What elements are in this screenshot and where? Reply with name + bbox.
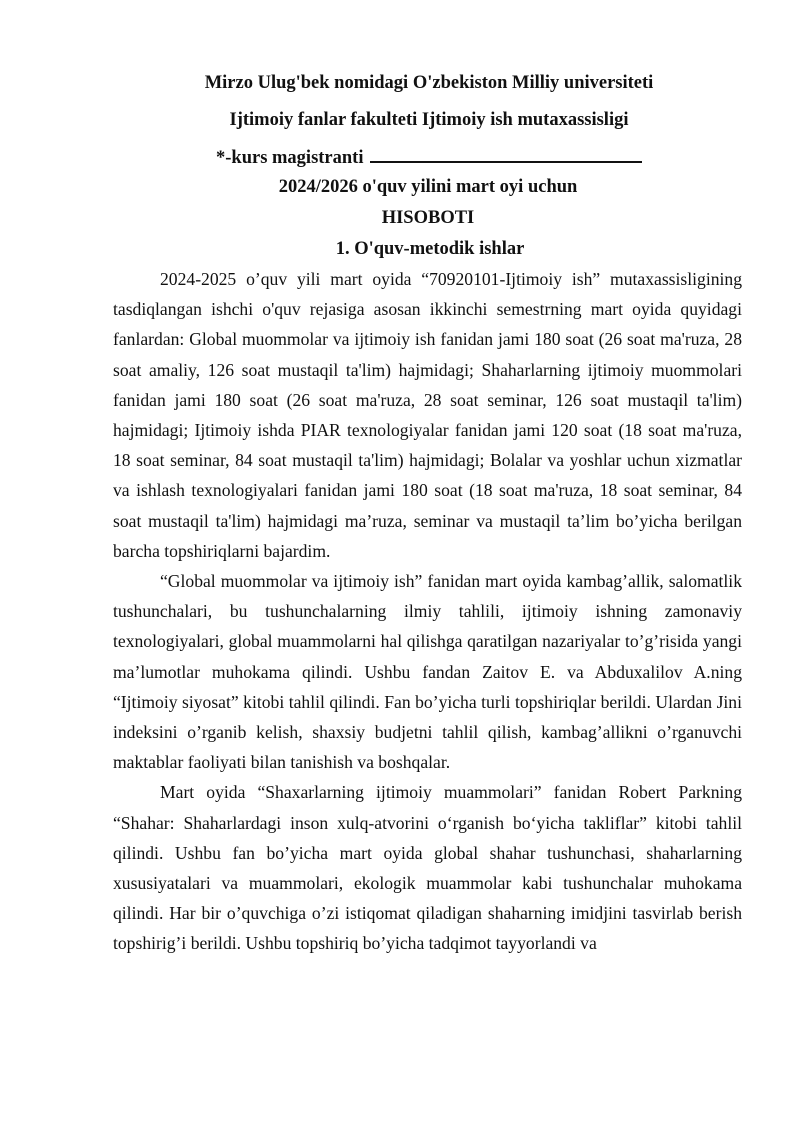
paragraph: “Global muommolar va ijtimoiy ish” fanidan mart oyida kambag’allik, salomatlik tushunchalari, bu tushunchalarning ilmiy tahlili, ijtimoiy ishning zamonaviy texnologiyalari, global muammolarni hal qilishga qaratilgan nazariyalar to’g’risida yangi ma’lumotlar muhokama qilindi. Ushbu fandan Zaitov E. va Abduxalilov A.ning “Ijtimoiy siyosat” kitobi tahlil qilindi. Fan bo’yicha turli topshiriqlar berildi. Ulardan Jini indeksini o’rganib kelish, shaxsiy budjetni tahlil qilish, kambag’allikni o’rganuvchi maktablar faoliyati bilan tanishish va boshqalar. [113,571,742,773]
name-blank-line [370,145,642,163]
paragraph: Mart oyida “Shaxarlarning ijtimoiy muammolari” fanidan Robert Parkning “Shahar: Shaharlardagi inson xulq-atvorini o‘rganish bo‘yicha takliflar” kitobi tahlil qilindi. Ushbu fan bo’yicha mart oyida global shahar tushunchasi, shaharlarning xususiyatalari va muammolari, ekologik muammolar kabi tushunchalar muhokama qilindi. Har bir o’quvchiga o’zi istiqomat qiladigan shaharning imidjini tasvirlab berish topshirig’i berildi. Ushbu topshiriq bo’yicha tadqimot tayyorlandi va [113,782,742,954]
university-name: Mirzo Ulug'bek nomidagi O'zbekiston Milliy universiteti [204,73,654,93]
report-title: HISOBOTI [381,208,475,228]
report-body [113,264,742,959]
section-title: 1. O'quv-metodik ishlar [335,239,525,259]
student-line [0,145,642,169]
student-prefix: *-kurs magistranti [216,148,364,168]
academic-year-line: 2024/2026 o'quv yilini mart oyi uchun [278,177,578,197]
faculty-name: Ijtimoiy fanlar fakulteti Ijtimoiy ish mutaxassisligi [229,110,629,130]
paragraph: 2024-2025 o’quv yili mart oyida “70920101-Ijtimoiy ish” mutaxassisligining tasdiqlangan ishchi o'quv rejasiga asosan ikkinchi semestrning mart oyida quyidagi fanlardan: Global muommolar va ijtimoiy ish fanidan jami 180 soat (26 soat ma'ruza, 28 soat amaliy, 126 soat mustaqil ta'lim) hajmidagi; Shaharlarning ijtimoiy muommolari fanidan jami 180 soat (26 soat ma'ruza, 28 soat seminar, 126 soat mustaqil ta'lim) hajmidagi; Ijtimoiy ishda PIAR texnologiyalar fanidan jami 120 soat (18 soat ma'ruza, 18 soat seminar, 84 soat mustaqil ta'lim) hajmidagi; Bolalar va yoshlar uchun xizmatlar va ishlash texnologiyalari fanidan jami 180 soat (18 soat ma'ruza, 18 soat seminar, 84 soat mustaqil ta'lim) hajmidagi ma’ruza, seminar va mustaqil ta’lim bo’yicha berilgan barcha topshiriqlarni bajardim. [113,269,742,561]
